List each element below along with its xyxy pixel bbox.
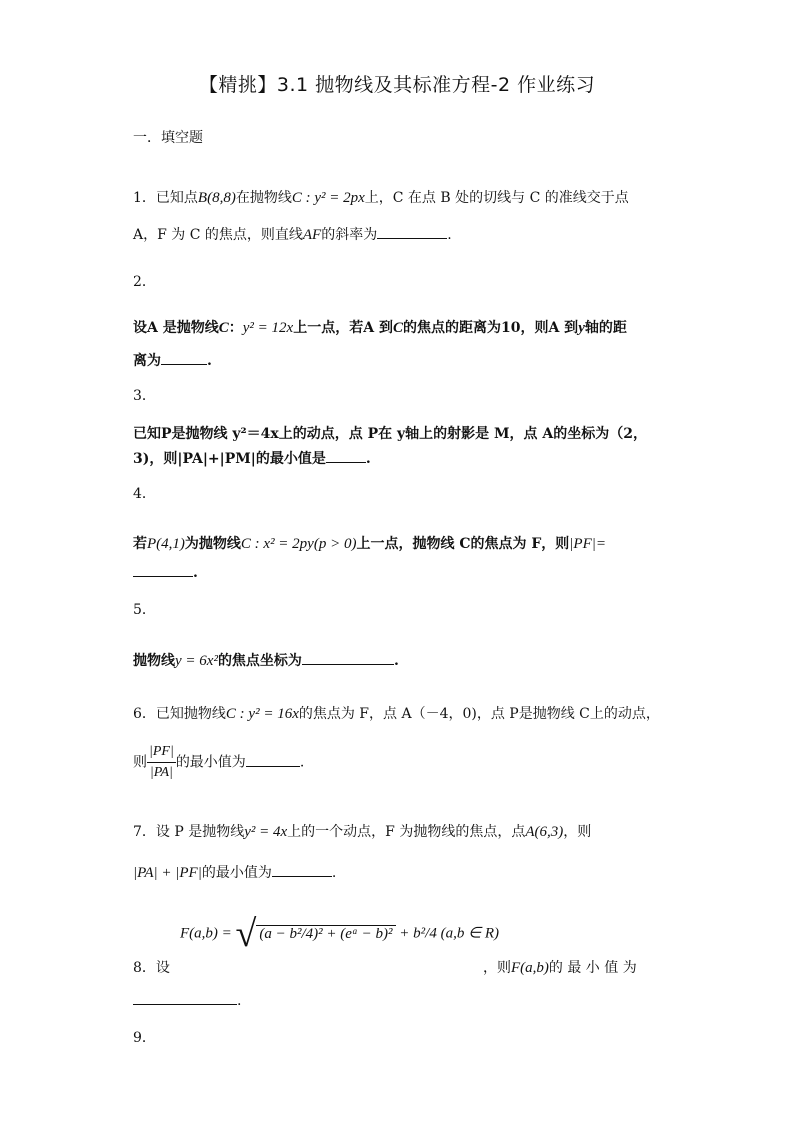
question-8-line-1-right (483, 958, 637, 978)
q6-text: 的最小值为 (175, 754, 246, 771)
q2-text: 设A 是抛物线 (133, 320, 219, 336)
question-4-line-1 (133, 534, 606, 554)
q4-end: . (193, 565, 198, 581)
question-4-line-2 (133, 562, 198, 583)
q8-formula (180, 915, 499, 953)
q7-point: A(6,3) (525, 824, 564, 840)
q4-text: 若 (133, 536, 147, 552)
q6-fraction (147, 742, 176, 783)
q7-text: 7．设 P 是抛物线 (133, 824, 245, 840)
question-8-line-2 (133, 990, 241, 1011)
question-3-line-1: 已知P是抛物线 y²＝4x上的动点，点 P在 y轴上的射影是 M，点 A的坐标为（2， (133, 426, 648, 442)
q2-text: 轴的距 (584, 320, 627, 336)
q6-text: 则 (133, 754, 147, 771)
q5-text: 的焦点坐标为 (217, 653, 302, 669)
question-5-number: 5． (133, 602, 156, 618)
question-5-line-1 (133, 650, 399, 671)
question-1-line-2 (133, 224, 452, 245)
q2-text: 上一点，若A 到 (293, 320, 393, 336)
question-8-line-1 (133, 958, 170, 978)
q8-text: 的 最 小 值 为 (548, 960, 637, 976)
q8-tail: + b²/4 (a,b ∈ R) (399, 925, 500, 942)
question-7-line-1 (133, 822, 591, 842)
question-4-number: 4． (133, 486, 156, 502)
q6-end: . (299, 754, 305, 771)
q2-curve-name: C (392, 320, 403, 336)
q2-text: 的焦点的距离为10，则A 到 (402, 320, 579, 336)
q7-equation: y² = 4x (244, 824, 288, 840)
q1-end: . (447, 227, 452, 243)
q4-text: 为抛物线 (184, 536, 241, 552)
question-9-number: 9． (133, 1030, 156, 1046)
q8-radicand: (a − b²/4)² + (eᵃ − b)² (256, 925, 395, 943)
q4-text: 上一点，抛物线 C的焦点为 F，则 (356, 536, 570, 552)
q5-text: 抛物线 (133, 653, 175, 669)
q8-lhs: F(a,b) = (180, 925, 232, 942)
q4-equation: C : x² = 2py(p > 0) (240, 536, 357, 552)
q8-text: ，则 (483, 960, 511, 976)
q7-text: ，则 (563, 824, 592, 840)
q8-function: F(a,b) (511, 960, 549, 976)
q3-answer-blank[interactable] (326, 448, 366, 463)
question-2-line-1 (133, 318, 627, 338)
sqrt-icon: √ (235, 913, 257, 955)
q1-text: 在抛物线 (235, 190, 292, 206)
question-3-number: 3． (133, 388, 156, 404)
q1-text: 1．已知点 (133, 190, 198, 206)
question-2-line-2 (133, 350, 212, 371)
q2-text: 离为 (133, 353, 161, 369)
q3-text: 3)，则|PA|+|PM|的最小值是 (133, 451, 326, 467)
q4-point: P(4,1) (147, 536, 185, 552)
q7-expression: |PA| + |PF| (133, 865, 202, 881)
q5-end: . (393, 653, 399, 669)
q7-answer-blank[interactable] (272, 862, 332, 877)
q6-answer-blank[interactable] (246, 752, 300, 767)
q1-text: 的斜率为 (321, 227, 378, 243)
q1-line-af: AF (302, 227, 322, 243)
question-3-line-2 (133, 448, 371, 469)
q8-end: . (237, 993, 242, 1009)
q6-text: 的焦点为 F，点 A（－4，0)，点 P是抛物线 C上的动点， (298, 706, 660, 722)
question-2-number: 2． (133, 274, 156, 290)
page-title: 【精挑】3.1 抛物线及其标准方程-2 作业练习 (198, 74, 596, 96)
q1-text: A，F 为 C 的焦点，则直线 (133, 227, 303, 243)
q4-answer-blank[interactable] (133, 562, 193, 577)
q2-axis: y (578, 320, 585, 336)
q1-curve: C : y² = 2px (291, 190, 365, 206)
q2-curve-name: C (218, 320, 229, 336)
q2-text: ： (228, 320, 243, 336)
section-heading: 一．填空题 (133, 130, 203, 146)
q8-answer-blank[interactable] (133, 990, 237, 1005)
q5-equation: y = 6x² (175, 653, 218, 669)
q1-answer-blank[interactable] (377, 224, 447, 239)
q2-end: . (207, 353, 212, 369)
q3-end: . (365, 451, 371, 467)
q2-equation: y² = 12x (242, 320, 294, 336)
q2-answer-blank[interactable] (161, 350, 207, 365)
q1-text: 上，C 在点 B 处的切线与 C 的准线交于点 (364, 190, 629, 206)
q6-text: 6．已知抛物线 (133, 706, 226, 722)
question-6-line-1 (133, 704, 660, 724)
q4-pf: |PF|= (569, 536, 606, 552)
question-7-line-2 (133, 862, 336, 883)
question-1-line-1 (133, 188, 629, 208)
q6-numerator: |PF| (147, 742, 176, 763)
q6-denominator: |PA| (149, 765, 173, 780)
question-6-line-2 (133, 742, 304, 783)
q5-answer-blank[interactable] (302, 650, 394, 665)
q7-text: 上的一个动点，F 为抛物线的焦点，点 (287, 824, 526, 840)
q6-equation: C : y² = 16x (225, 706, 299, 722)
q8-text: 8．设 (133, 960, 170, 976)
q7-text: 的最小值为 (201, 865, 272, 881)
q1-point: B(8,8) (197, 190, 236, 206)
q7-end: . (331, 865, 337, 881)
